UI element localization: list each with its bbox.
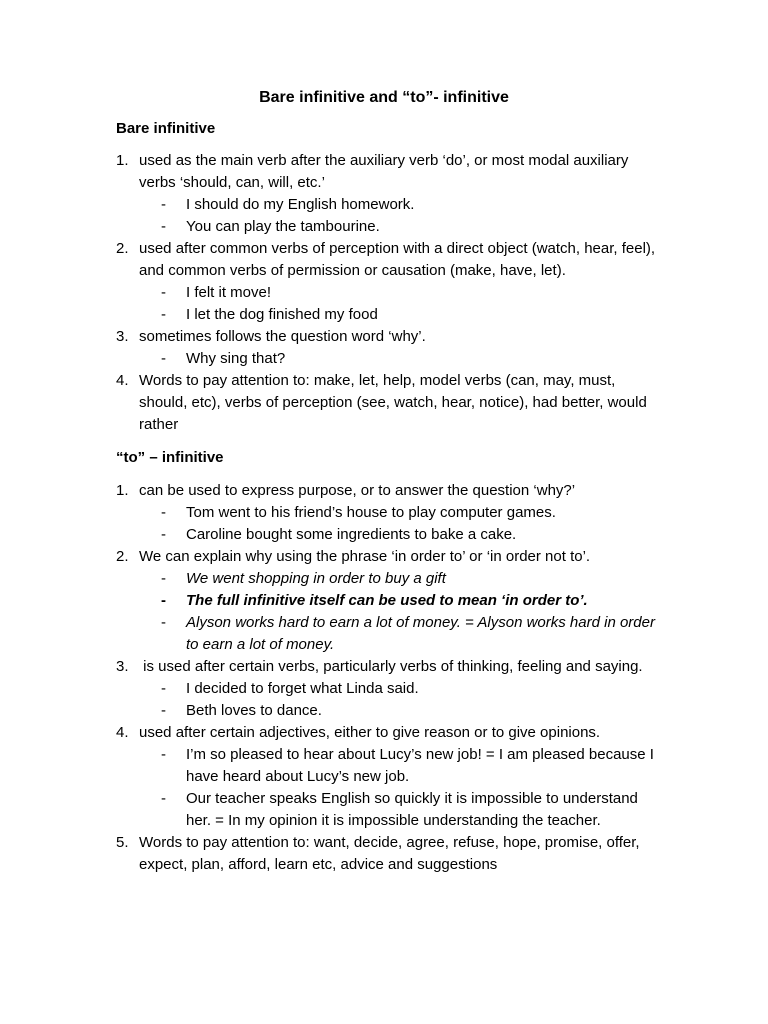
list-item bbox=[0, 326, 768, 348]
sub-item-text: I let the dog finished my food bbox=[186, 306, 378, 323]
dash-marker: - bbox=[161, 218, 166, 235]
list-item bbox=[0, 480, 768, 502]
list-number: 5. bbox=[116, 834, 129, 851]
list-item bbox=[0, 656, 768, 678]
document-title: Bare infinitive and “to”- infinitive bbox=[259, 89, 509, 106]
sub-item bbox=[0, 282, 768, 304]
list-number: 2. bbox=[116, 548, 129, 565]
list-item-text: We can explain why using the phrase ‘in order to’ or ‘in order not to’. bbox=[139, 548, 591, 565]
sub-item bbox=[0, 194, 768, 216]
sub-item bbox=[0, 700, 768, 722]
sub-item-text: I felt it move! bbox=[186, 284, 272, 301]
list-number: 2. bbox=[116, 240, 129, 257]
dash-marker: - bbox=[161, 746, 166, 763]
sub-item bbox=[0, 216, 768, 238]
sub-item-text: Beth loves to dance. bbox=[186, 702, 322, 719]
sub-item bbox=[0, 568, 768, 590]
sub-item bbox=[0, 590, 768, 612]
list-item bbox=[0, 832, 768, 876]
list-item-text: can be used to express purpose, or to answer the question ‘why?’ bbox=[139, 482, 576, 499]
list-item-text: used after common verbs of perception with a direct object (watch, hear, feel), and common verbs of permission or causation (make, have, let). bbox=[139, 240, 656, 279]
sub-item bbox=[0, 524, 768, 546]
sub-item-text: Alyson works hard to earn a lot of money. = Alyson works hard in order to earn a lot of money. bbox=[186, 614, 655, 653]
sub-item-text: I should do my English homework. bbox=[186, 196, 415, 213]
sub-item-text: Tom went to his friend’s house to play computer games. bbox=[186, 504, 556, 521]
list-item-text: Words to pay attention to: want, decide, agree, refuse, hope, promise, offer, expect, plan, afford, learn etc, advice and suggestions bbox=[139, 834, 640, 873]
list-item bbox=[0, 546, 768, 568]
dash-marker: - bbox=[161, 680, 166, 697]
list-item-text: used as the main verb after the auxiliary verb ‘do’, or most modal auxiliary verbs ‘should, can, will, etc.’ bbox=[139, 152, 629, 191]
sub-item-text: Why sing that? bbox=[186, 350, 286, 367]
dash-marker: - bbox=[161, 570, 166, 587]
list-item bbox=[0, 722, 768, 744]
list-item-text: Words to pay attention to: make, let, help, model verbs (can, may, must, should, etc), verbs of perception (see, watch, hear, notice), had better, would rather bbox=[139, 372, 647, 433]
dash-marker: - bbox=[161, 504, 166, 521]
list-number: 4. bbox=[116, 724, 129, 741]
section-heading-to-infinitive: “to” – infinitive bbox=[116, 449, 224, 466]
sub-item bbox=[0, 348, 768, 370]
dash-marker: - bbox=[161, 526, 166, 543]
sub-item-text: You can play the tambourine. bbox=[186, 218, 380, 235]
dash-marker: - bbox=[161, 196, 166, 213]
dash-marker: - bbox=[161, 350, 166, 367]
list-item bbox=[0, 150, 768, 194]
list-item bbox=[0, 370, 768, 436]
sub-item-text: I’m so pleased to hear about Lucy’s new job! = I am pleased because I have heard about Lucy’s new job. bbox=[186, 746, 654, 785]
bare-infinitive-list bbox=[0, 150, 768, 436]
sub-item bbox=[0, 304, 768, 326]
sub-item-text: Our teacher speaks English so quickly it is impossible to understand her. = In my opinion it is impossible understanding the teacher. bbox=[186, 790, 638, 829]
sub-item bbox=[0, 788, 768, 832]
dash-marker: - bbox=[161, 284, 166, 301]
sub-item bbox=[0, 744, 768, 788]
dash-marker: - bbox=[161, 614, 166, 631]
dash-marker: - bbox=[161, 790, 166, 807]
list-number: 1. bbox=[116, 152, 129, 169]
dash-marker: - bbox=[161, 702, 166, 719]
list-number: 4. bbox=[116, 372, 129, 389]
sub-item-text: I decided to forget what Linda said. bbox=[186, 680, 419, 697]
dash-marker: - bbox=[161, 592, 166, 609]
dash-marker: - bbox=[161, 306, 166, 323]
sub-item-text: We went shopping in order to buy a gift bbox=[186, 570, 446, 587]
list-number: 1. bbox=[116, 482, 129, 499]
list-number: 3. bbox=[116, 328, 129, 345]
sub-item-text: Caroline bought some ingredients to bake a cake. bbox=[186, 526, 517, 543]
to-infinitive-list bbox=[0, 480, 768, 876]
sub-item bbox=[0, 502, 768, 524]
list-number: 3. bbox=[116, 658, 129, 675]
sub-item bbox=[0, 678, 768, 700]
list-item bbox=[0, 238, 768, 282]
sub-item-text: The full infinitive itself can be used to mean ‘in order to’. bbox=[186, 592, 588, 609]
list-item-text: sometimes follows the question word ‘why’. bbox=[139, 328, 426, 345]
section-heading-bare-infinitive: Bare infinitive bbox=[116, 120, 216, 137]
list-item-text: is used after certain verbs, particularly verbs of thinking, feeling and saying. bbox=[139, 658, 643, 675]
list-item-text: used after certain adjectives, either to give reason or to give opinions. bbox=[139, 724, 601, 741]
sub-item bbox=[0, 612, 768, 656]
